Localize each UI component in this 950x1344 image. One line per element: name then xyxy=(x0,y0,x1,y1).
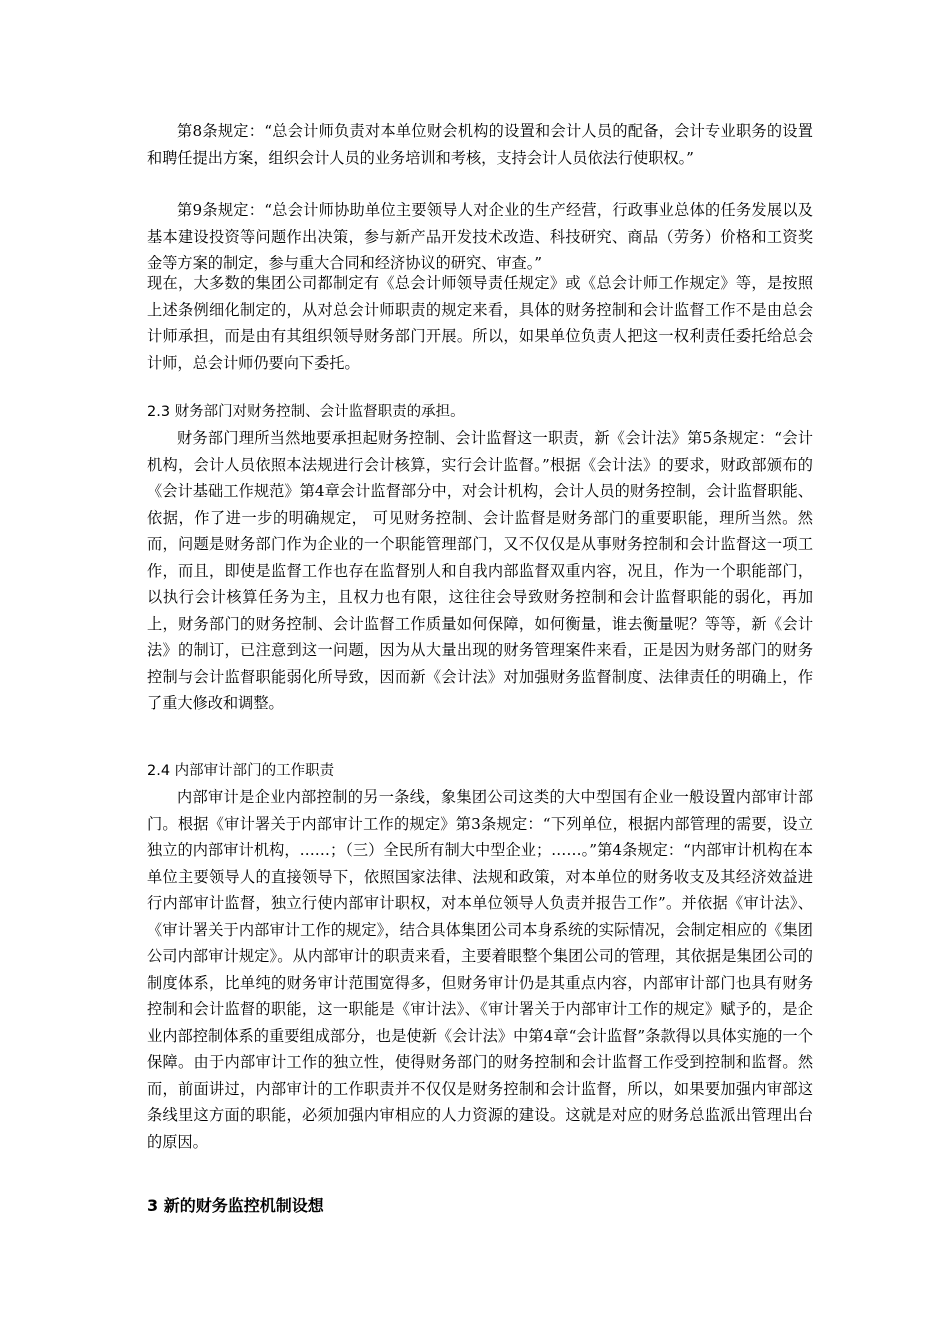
paragraph-current-practice: 现在，大多数的集团公司都制定有《总会计师领导责任规定》或《总会计师工作规定》等，是按照上述条例细化制定的，从对总会计师职责的规定来看，具体的财务控制和会计监督工作不是由总会计师承担，而是由有其组织领导财务部门开展。所以，如果单位负责人把这一权利责任委托给总会计师，总会计师仍要向下委托。 xyxy=(147,274,813,372)
paragraph-article-8: 第8条规定：“总会计师负责对本单位财会机构的设置和会计人员的配备，会计专业职务的设置和聘任提出方案，组织会计人员的业务培训和考核，支持会计人员依法行使职权。” xyxy=(147,122,813,167)
paragraph-internal-audit: 内部审计是企业内部控制的另一条线，象集团公司这类的大中型国有企业一般设置内部审计部门。根据《审计署关于内部审计工作的规定》第3条规定：“下列单位，根据内部管理的需要，设立独立的内部审计机构，……；（三）全民所有制大中型企业；……。”第4条规定：“内部审计机构在本单位主要领导人的直接领导下，依照国家法律、法规和政策，对本单位的财务收支及其经济效益进行内部审计监督，独立行使内部审计职权，对本单位领导人负责并报告工作”。并依据《审计法》、《审计署关于内部审计工作的规定》，结合具体集团公司本身系统的实际情况，会制定相应的《集团公司内部审计规定》。从内部审计的职责来看，主要着眼整个集团公司的管理，其依据是集团公司的制度体系，比单纯的财务审计范围宽得多，但财务审计仍是其重点内容，内部审计部门也具有财务控制和会计监督的职能，这一职能是《审计法》、《审计署关于内部审计工作的规定》赋予的，是企业内部控制体系的重要组成部分，也是使新《会计法》中第4章“会计监督”条款得以具体实施的一个保障。由于内部审计工作的独立性，使得财务部门的财务控制和会计监督工作受到控制和监督。然而，前面讲过，内部审计的工作职责并不仅仅是财务控制和会计监督，所以，如果要加强内审部这条线里这方面的职能，必须加强内审相应的人力资源的建设。这就是对应的财务总监派出管理出台的原因。 xyxy=(147,788,813,1151)
section-heading-2-3: 2.3 财务部门对财务控制、会计监督职责的承担。 xyxy=(147,404,465,420)
section-heading-3: 3 新的财务监控机制设想 xyxy=(147,1196,324,1215)
paragraph-article-9: 第9条规定：“总会计师协助单位主要领导人对企业的生产经营，行政事业总体的任务发展以及基本建设投资等问题作出决策，参与新产品开发技术改造、科技研究、商品（劳务）价格和工资奖金等方案的制定，参与重大合同和经济协议的研究、审查。” xyxy=(147,201,813,272)
section-heading-2-4: 2.4 内部审计部门的工作职责 xyxy=(147,763,335,779)
paragraph-finance-department: 财务部门理所当然地要承担起财务控制、会计监督这一职责，新《会计法》第5条规定：“会计机构，会计人员依照本法规进行会计核算，实行会计监督。”根据《会计法》的要求，财政部颁布的《会计基础工作规范》第4章会计监督部分中，对会计机构，会计人员的财务控制，会计监督职能、依据，作了进一步的明确规定， 可见财务控制、会计监督是财务部门的重要职能，理所当然。然而，问题是财务部门作为企业的一个职能管理部门，又不仅仅是从事财务控制和会计监督这一项工作，而且，即使是监督工作也存在监督别人和自我内部监督双重内容，况且，作为一个职能部门，以执行会计核算任务为主，且权力也有限，这往往会导致财务控制和会计监督职能的弱化，再加上，财务部门的财务控制、会计监督工作质量如何保障，如何衡量，谁去衡量呢？等等，新《会计法》的制订，已注意到这一问题，因为从大量出现的财务管理案件来看，正是因为财务部门的财务控制与会计监督职能弱化所导致，因而新《会计法》对加强财务监督制度、法律责任的明确上，作了重大修改和调整。 xyxy=(147,429,813,712)
